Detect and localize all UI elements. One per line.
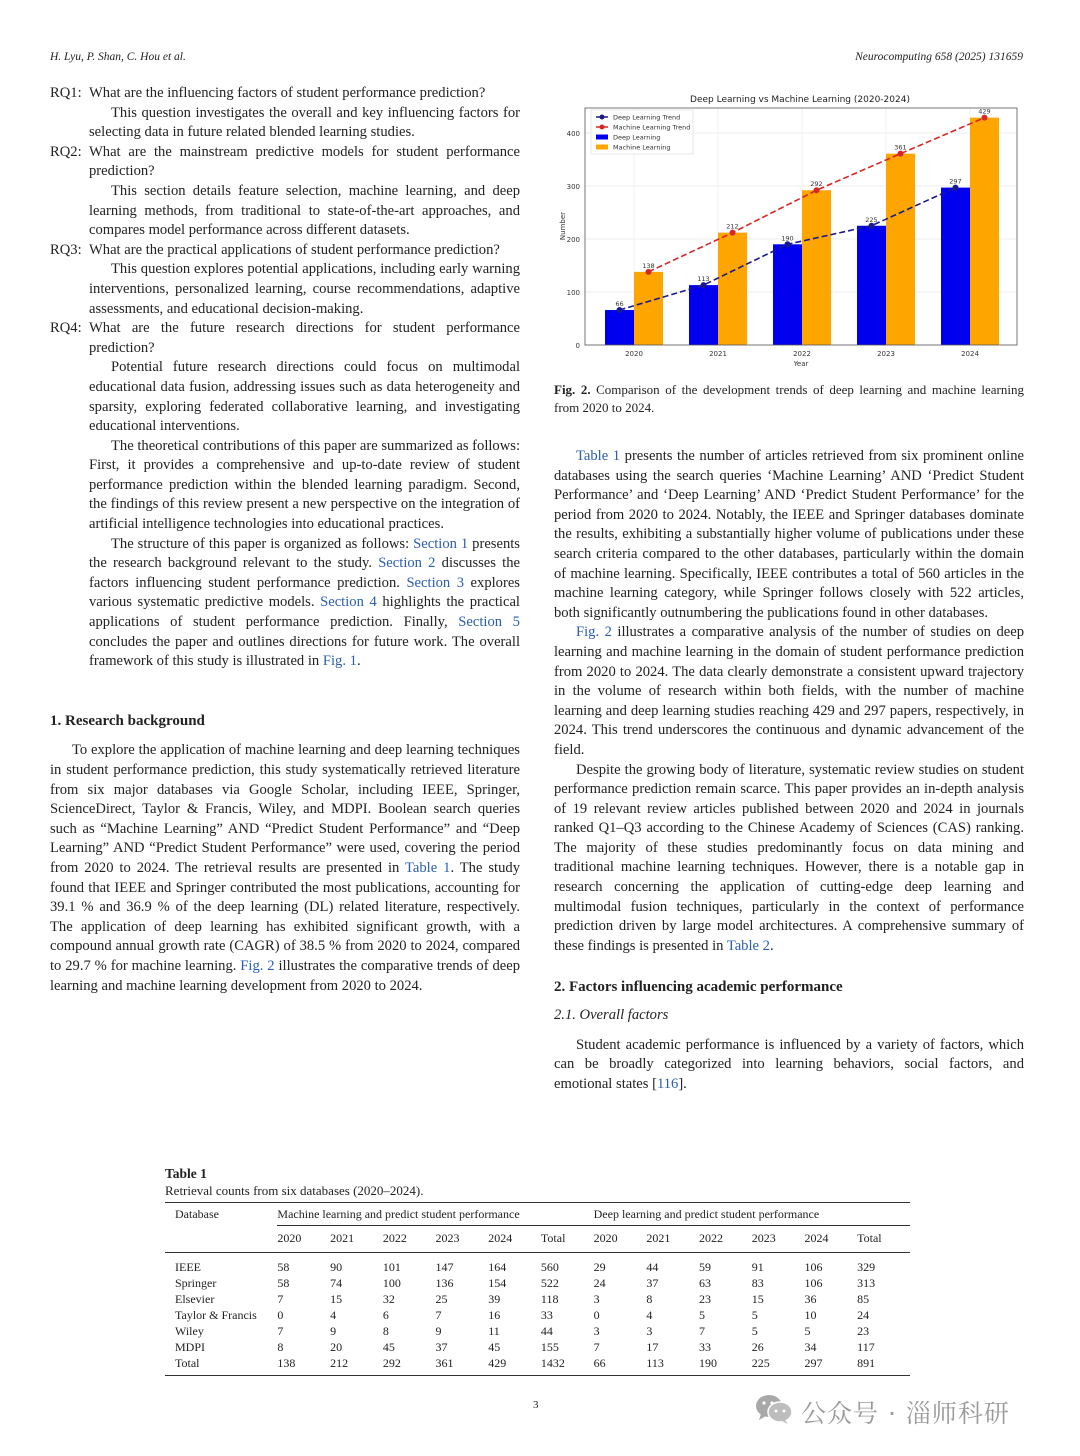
data-label: 292 [810,180,823,189]
cell-dl: 17 [646,1340,659,1354]
cell-dl: 59 [699,1260,712,1274]
x-tick-label: 2021 [709,350,727,358]
right-column [554,447,1024,1094]
cell-dl: 66 [594,1355,647,1376]
cell-ml: 0 [277,1308,284,1322]
table-row [165,1323,910,1339]
data-label: 361 [894,143,907,152]
cell-ml: 8 [382,1324,389,1338]
research-question-1 [50,84,520,143]
watermark [755,1393,1010,1431]
subsection-2-1-heading: 2.1. Overall factors [554,1007,669,1024]
cell-dl: 5 [751,1324,758,1338]
cell-ml: 6 [382,1308,389,1322]
research-question-2 [50,143,520,241]
x-tick-label: 2023 [877,350,895,358]
rq-description: This question investigates the overall and key influencing factors for selecting data in future related blended learning studies. [89,104,520,141]
cell-ml: 100 [382,1276,401,1290]
cell-dl: 63 [699,1276,712,1290]
cell-ml: 292 [383,1355,436,1376]
text: presents the number of articles retrieved from six prominent online databases using the search queries ‘Machine Learning’ AND ‘Predict Student Performance’ and ‘Deep Learning’ AND ‘Predict Student Performance’ for the period from 2020 to 2024. Notably, the IEEE and Springer databases dominate the results, exhibiting a substantially higher volume of publications under these search criteria compared to the other databases, particularly within the domain of machine learning. Specifically, IEEE contributes a total of 560 articles in the machine learning category, while Springer follows closely with 522 articles, both significantly outnumbering the publications found in other databases. [554,448,1024,621]
rq-body [89,143,520,241]
cell-ml: 7 [277,1292,284,1306]
cell-dl: 23 [699,1292,712,1306]
caption-label: Fig. 2. [554,382,591,397]
cell-dl: 313 [857,1276,876,1290]
research-question-4 [50,319,520,437]
x-tick-label: 2022 [793,350,811,358]
table-caption: Retrieval counts from six databases (2020–2024). [165,1183,424,1198]
cell-database: Elsevier [175,1292,215,1306]
cell-dl: 36 [804,1292,817,1306]
research-background-paragraph [50,741,520,996]
bar-machine-learning [802,190,831,345]
cell-dl: 37 [646,1276,659,1290]
header-dl-2021: 2021 [646,1226,699,1253]
y-tick-label: 100 [566,289,580,297]
text: discusses the factors influencing student performance prediction. [89,555,520,591]
cell-dl: 7 [699,1324,706,1338]
cell-dl: 891 [857,1355,910,1376]
cell-dl: 4 [646,1308,653,1322]
cell-dl: 29 [593,1260,606,1274]
cell-ml: 154 [488,1276,507,1290]
bar-machine-learning [886,154,915,345]
cell-ml: 522 [540,1276,559,1290]
table-row [165,1253,910,1276]
link-fig-1[interactable]: Fig. 1 [322,653,357,670]
legend-item: Deep Learning [613,133,661,142]
header-group-dl: Deep learning and predict student performance [594,1203,910,1226]
header-ml-2024: 2024 [488,1226,541,1253]
review-gap-paragraph [554,761,1024,957]
rq-question: What are the future research directions for student performance prediction? [89,320,520,356]
x-tick-label: 2020 [625,350,643,358]
header-dl-2023: 2023 [752,1226,805,1253]
text: presents the research background relevant to the study. [89,535,520,572]
cell-ml: 147 [435,1260,454,1274]
cell-dl: 225 [752,1355,805,1376]
cell-dl: 5 [751,1308,758,1322]
cell-ml: 138 [277,1355,330,1376]
cell-database: Taylor & Francis [175,1308,257,1322]
cell-dl: 297 [804,1355,857,1376]
retrieval-counts-table [165,1202,910,1376]
rq-description: This section details feature selection, machine learning, and deep learning methods, from traditional to state-of-the-art approaches, and compares model performance across different datasets. [89,182,520,239]
cell-database: MDPI [175,1340,206,1354]
year-header-row [165,1226,910,1253]
y-tick-label: 200 [566,236,580,244]
cell-dl: 34 [804,1340,817,1354]
rq-description: Potential future research directions could focus on multimodal educational data fusion, addressing issues such as data heterogeneity and sparsity, exploring federated collaborative learning, and investigating educational interventions. [89,359,520,435]
cell-dl: 10 [804,1308,817,1322]
cell-ml: 39 [488,1292,501,1306]
link-section-4[interactable]: Section 4 [320,594,377,611]
text: illustrates a comparative analysis of the number of studies on deep learning and machine learning in the domain of student performance prediction from 2020 to 2024. The data clearly demonstrate a consistent upward trajectory in the volume of research within both fields, with the number of machine learning and deep learning studies reaching 429 and 297 papers, respectively, in 2024. This trend underscores the continuous and dynamic advancement of the field. [554,624,1024,758]
section-2-heading: 2. Factors influencing academic performance [554,979,843,996]
table-row [165,1339,910,1355]
cell-ml: 8 [277,1340,284,1354]
cell-ml: 45 [382,1340,395,1354]
structure-paragraph [89,535,520,672]
cell-ml: 136 [435,1276,454,1290]
data-label: 429 [978,107,991,116]
header-group-ml: Machine learning and predict student performance [277,1203,593,1226]
text: Despite the growing body of literature, systematic review studies on student performance prediction remain scarce. This paper provides an in-depth analysis of 19 relevant review articles published between 2020 and 2024 in journals ranked Q1–Q3 according to the Chinese Academy of Sciences (CAS) ranking. The majority of these studies predominantly focus on data mining and traditional machine learning techniques. However, there is a notable gap in research concerning the application of cutting-edge deep learning and multimodal fusion techniques, particularly in the context of performance prediction driven by large model architectures. A comprehensive summary of these findings is presented in [554,761,1024,954]
bar-machine-learning [634,272,663,345]
y-tick-label: 400 [566,130,580,138]
x-tick-label: 2024 [961,350,979,358]
header-dl-2020: 2020 [594,1226,647,1253]
rq-label: RQ1: [50,85,82,101]
cell-ml: 4 [330,1308,337,1322]
table-title: Table 1 [165,1166,207,1181]
research-questions [50,84,520,437]
figure-2-caption [554,381,1024,416]
table-row [165,1275,910,1291]
text: . The study found that IEEE and Springer contributed the most publications, accounting for 39.1 % and 36.9 % of the deep learning (DL) related literature, respectively. The application of deep learning has exhibited significant growth, with a compound annual growth rate (CAGR) of 38.5 % from 2020 to 2024, compared to 29.7 % for machine learning. [50,859,520,974]
header-ml-2023: 2023 [436,1226,489,1253]
text: highlights the practical applications of student performance prediction. Finally, [89,594,520,631]
cell-ml: 16 [488,1308,501,1322]
cell-dl: 8 [646,1292,653,1306]
data-label: 297 [949,177,962,186]
page-number: 3 [533,1399,539,1411]
cell-ml: 1432 [541,1355,594,1376]
cell-dl: 117 [857,1340,875,1354]
header-ml-total: Total [541,1226,594,1253]
bar-deep-learning [689,285,718,345]
cell-ml: 37 [435,1340,448,1354]
cell-ml: 361 [436,1355,489,1376]
caption-text: Comparison of the development trends of deep learning and machine learning from 2020 to 2024. [554,382,1024,415]
overall-factors-paragraph [554,1036,1024,1095]
link-table-1[interactable]: Table 1 [576,448,621,464]
cell-ml: 118 [540,1292,559,1306]
cell-dl: 3 [593,1292,600,1306]
data-label: 113 [697,275,710,284]
cell-dl: 15 [751,1292,764,1306]
watermark-text: 公众号 · 淄师科研 [801,1399,1010,1428]
table1-discussion-paragraph [554,447,1024,623]
bar-deep-learning [941,188,970,345]
header-ml-2022: 2022 [383,1226,436,1253]
cell-database: IEEE [175,1260,201,1274]
data-label: 225 [865,215,878,224]
link-fig-2[interactable]: Fig. 2 [576,624,612,641]
table-body [165,1253,910,1376]
cell-ml: 33 [540,1308,553,1322]
cell-dl: 3 [646,1324,653,1338]
cell-dl: 23 [857,1324,870,1338]
cell-dl: 190 [699,1355,752,1376]
header-ml-2020: 2020 [277,1226,330,1253]
cell-ml: 44 [540,1324,553,1338]
text: The structure of this paper is organized as follows: [111,535,414,552]
link-table-2[interactable]: Table 2 [726,937,770,954]
cell-ml: 164 [488,1260,507,1274]
cell-dl: 106 [804,1276,823,1290]
cell-ml: 429 [488,1355,541,1376]
text: To explore the application of machine learning and deep learning techniques in student performance prediction, this study systematically retrieved literature from six major databases via Google Scholar, including IEEE, Springer, ScienceDirect, Taylor & Francis, Wiley, and MDPI. Boolean search queries such as “Machine Learning” AND “Predict Student Performance” and “Deep Learning” AND “Predict Student Performance” were used, covering the period from 2020 to 2024. The retrieval results are presented in [50,742,520,876]
text: illustrates the comparative trends of deep learning and machine learning development from 2020 to 2024. [50,957,520,994]
left-column [50,84,520,996]
header-dl-total: Total [857,1226,910,1253]
cell-ml: 32 [382,1292,395,1306]
cell-dl: 329 [857,1260,876,1274]
header-dl-2022: 2022 [699,1226,752,1253]
text: ]. [678,1075,687,1092]
rq-question: What are the practical applications of student performance prediction? [89,241,500,258]
rq-label: RQ3: [50,241,82,258]
section-1-heading: 1. Research background [50,712,205,729]
cell-dl: 5 [699,1308,706,1322]
header-ml-2021: 2021 [330,1226,383,1253]
link-fig-2[interactable]: Fig. 2 [240,957,275,974]
table-row [165,1355,910,1376]
link-table-1[interactable]: Table 1 [405,859,451,876]
cell-dl: 85 [857,1292,870,1306]
cell-dl: 83 [751,1276,764,1290]
legend-item: Machine Learning [613,143,671,152]
contributions-paragraph: The theoretical contributions of this paper are summarized as follows: First, it provides a comprehensive and up-to-date review of student performance prediction within the blended learning paradigm. Second, the findings of this review present a new perspective on the integration of artificial intelligence technologies into educational practices. [89,437,520,533]
bar-machine-learning [970,118,999,345]
rq-body [89,84,520,143]
text: . [356,653,361,670]
cell-ml: 58 [277,1276,290,1290]
x-axis-label: Year [793,360,809,368]
figure-2-chart [553,88,1023,368]
running-head-authors: H. Lyu, P. Shan, C. Hou et al. [50,51,186,63]
cell-ml: 101 [382,1260,401,1274]
cell-dl: 5 [804,1324,811,1338]
cell-ml: 11 [488,1324,500,1338]
cell-ml: 212 [330,1355,383,1376]
header-dl-2024: 2024 [804,1226,857,1253]
cell-ml: 7 [277,1324,284,1338]
bar-deep-learning [773,244,802,345]
header-empty [165,1226,277,1253]
bar-machine-learning [718,233,747,345]
cell-database: Springer [175,1276,217,1290]
cell-database: Wiley [175,1324,204,1338]
cell-dl: 24 [857,1308,870,1322]
rq-label: RQ4: [50,320,82,337]
cell-dl: 3 [593,1324,600,1338]
cell-ml: 45 [488,1340,501,1354]
cell-dl: 113 [646,1355,699,1376]
cell-ml: 155 [540,1340,559,1354]
research-question-3 [50,241,520,319]
cell-dl: 44 [646,1260,659,1274]
data-label: 190 [781,234,794,243]
bar-deep-learning [857,226,886,345]
link-section-2[interactable]: Section 2 [378,555,436,572]
cell-ml: 560 [540,1260,559,1274]
cell-ml: 9 [330,1324,337,1338]
rq-body [89,319,520,437]
data-label: 138 [642,261,655,270]
rq-question: What are the mainstream predictive models for student performance prediction? [89,143,520,180]
cell-dl: 91 [751,1260,764,1274]
chart-title: Deep Learning vs Machine Learning (2020-2024) [690,95,910,105]
text: Student academic performance is influenced by a variety of factors, which can be broadly categorized into learning behaviors, social factors, and emotional states [ [554,1036,1024,1092]
bar-deep-learning [605,310,634,345]
running-head-journal: Neurocomputing 658 (2025) 131659 [855,51,1023,63]
cell-dl: 26 [751,1340,764,1354]
link-section-5[interactable]: Section 5 [458,614,520,631]
data-label: 212 [726,222,739,231]
y-tick-label: 0 [575,342,580,350]
cell-ml: 58 [277,1260,290,1274]
link-section-1[interactable]: Section 1 [413,535,469,552]
legend-item: Machine Learning Trend [613,123,691,132]
y-tick-label: 300 [566,183,580,191]
table-1 [165,1165,910,1376]
link-ref-116[interactable]: 116 [656,1075,679,1092]
data-label: 66 [615,300,624,309]
table-row [165,1291,910,1307]
cell-ml: 20 [330,1340,343,1354]
y-axis-label: Number [559,211,567,241]
cell-ml: 90 [330,1260,343,1274]
text: explores various systematic predictive models. [89,574,520,611]
rq-question: What are the influencing factors of student performance prediction? [89,85,486,101]
cell-ml: 9 [435,1324,442,1338]
text: . [769,937,774,954]
cell-dl: 0 [593,1308,600,1322]
cell-ml: 15 [330,1292,343,1306]
cell-dl: 33 [699,1340,712,1354]
cell-database: Total [165,1355,277,1376]
wechat-icon [755,1393,793,1431]
fig2-discussion-paragraph [554,623,1024,760]
rq-description: This question explores potential applications, including early warning interventions, personalized learning, course recommendations, adaptive assessments, and educational decision-making. [89,261,520,317]
cell-dl: 7 [593,1340,600,1354]
cell-ml: 7 [435,1308,442,1322]
cell-ml: 74 [330,1276,343,1290]
table-row [165,1307,910,1323]
legend-item: Deep Learning Trend [613,113,681,122]
cell-dl: 24 [593,1276,606,1290]
rq-body [89,241,520,319]
cell-ml: 25 [435,1292,448,1306]
text: concludes the paper and outlines directions for future work. The overall framework of this study is illustrated in [89,633,520,670]
cell-dl: 106 [804,1260,823,1274]
link-section-3[interactable]: Section 3 [406,574,465,591]
rq-label: RQ2: [50,143,82,160]
header-database: Database [165,1203,277,1226]
